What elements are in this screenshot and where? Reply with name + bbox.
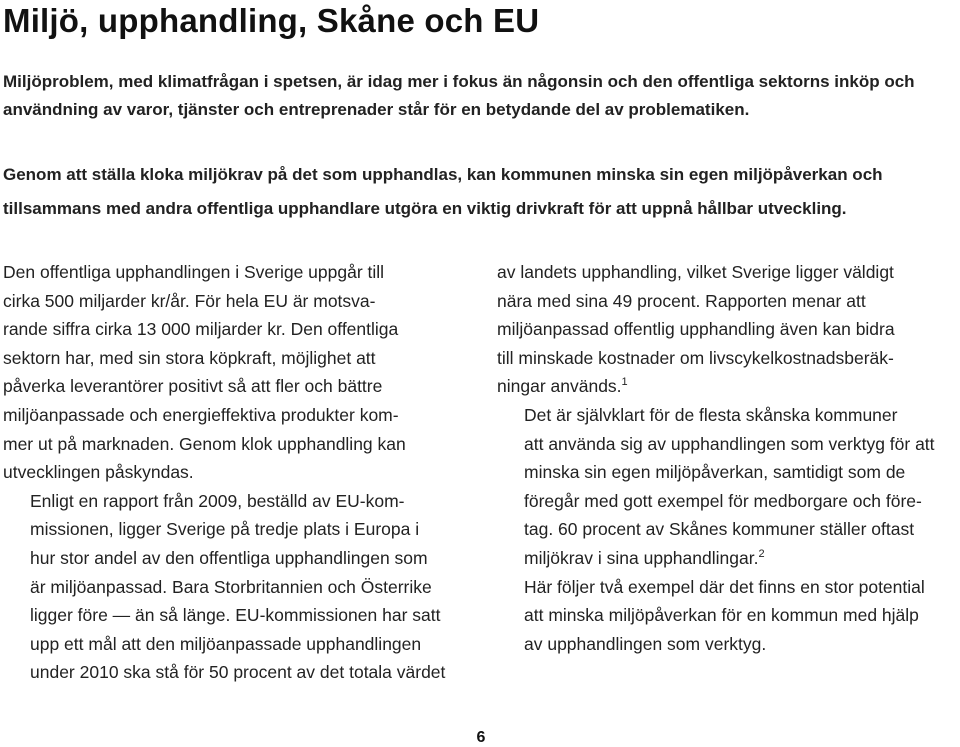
lead-paragraph: Genom att ställa kloka miljökrav på det som upphandlas, kan kommunen minska sin egen miljöpåverkan och tillsammans med andra offentliga upphandlare utgöra en viktig drivkraft för att uppnå hållbar utveckling. xyxy=(3,165,883,218)
body-paragraph-4 xyxy=(497,401,959,573)
text-line: miljöanpassade och energieffektiva produkter kom- xyxy=(3,404,399,425)
left-column xyxy=(3,258,475,687)
text-line: av upphandlingen som verktyg. xyxy=(524,633,767,654)
text-line: cirka 500 miljarder kr/år. För hela EU är motsva- xyxy=(3,290,376,311)
text-line: under 2010 ska stå för 50 procent av det totala värdet xyxy=(30,662,446,683)
page-title: Miljö, upphandling, Skåne och EU xyxy=(3,2,540,39)
text-line: Enligt en rapport från 2009, beställd av EU-kom- xyxy=(30,490,405,511)
body-paragraph-2 xyxy=(3,487,475,687)
text-line: miljöanpassad offentlig upphandling även kan bidra xyxy=(497,319,895,340)
text-fragment: ningar används. xyxy=(497,376,622,397)
text-line: påverka leverantörer positivt så att fler och bättre xyxy=(3,376,383,397)
text-line: till minskade kostnader om livscykelkostnadsberäk- xyxy=(497,347,894,368)
text-line: att använda sig av upphandlingen som verktyg för att xyxy=(524,433,935,454)
text-line: mer ut på marknaden. Genom klok upphandling kan xyxy=(3,433,406,454)
text-line: hur stor andel av den offentliga upphandlingen som xyxy=(30,547,428,568)
text-line: rande siffra cirka 13 000 miljarder kr. Den offentliga xyxy=(3,319,399,340)
intro-paragraph: Miljöproblem, med klimatfrågan i spetsen, är idag mer i fokus än någonsin och den offentliga sektorns inköp och användning av varor, tjänster och entreprenader står för en betydande del av problematiken. xyxy=(3,72,915,119)
footnote-ref-2: 2 xyxy=(758,547,765,560)
text-line: Den offentliga upphandlingen i Sverige uppgår till xyxy=(3,262,385,282)
text-line: nära med sina 49 procent. Rapporten menar att xyxy=(497,290,866,311)
body-paragraph-5 xyxy=(497,573,959,659)
text-line: minska sin egen miljöpåverkan, samtidigt som de xyxy=(524,462,906,483)
footnote-ref-1: 1 xyxy=(621,376,628,389)
text-line: att minska miljöpåverkan för en kommun med hjälp xyxy=(524,605,919,626)
text-line: ligger före — än så länge. EU-kommissionen har satt xyxy=(30,605,441,626)
right-column xyxy=(497,258,959,658)
text-line: är miljöanpassad. Bara Storbritannien och Österrike xyxy=(30,576,432,597)
body-paragraph-1 xyxy=(3,258,475,487)
text-line: upp ett mål att den miljöanpassade upphandlingen xyxy=(30,633,422,654)
text-line: av landets upphandling, vilket Sverige ligger väldigt xyxy=(497,262,894,282)
text-line: sektorn har, med sin stora köpkraft, möjlighet att xyxy=(3,347,376,368)
text-line: Här följer två exempel där det finns en stor potential xyxy=(524,576,925,597)
text-line-with-footnote xyxy=(497,372,959,401)
body-paragraph-3 xyxy=(497,258,959,401)
text-line: missionen, ligger Sverige på tredje plats i Europa i xyxy=(30,519,420,540)
text-line: tag. 60 procent av Skånes kommuner ställer oftast xyxy=(524,519,915,540)
page-number: 6 xyxy=(476,729,486,746)
text-line: föregår med gott exempel för medborgare och före- xyxy=(524,490,922,511)
text-line: utvecklingen påskyndas. xyxy=(3,462,194,483)
text-line: Det är självklart för de flesta skånska kommuner xyxy=(524,404,898,425)
text-fragment: miljökrav i sina upphandlingar. xyxy=(524,547,759,568)
text-line-with-footnote xyxy=(497,544,959,573)
